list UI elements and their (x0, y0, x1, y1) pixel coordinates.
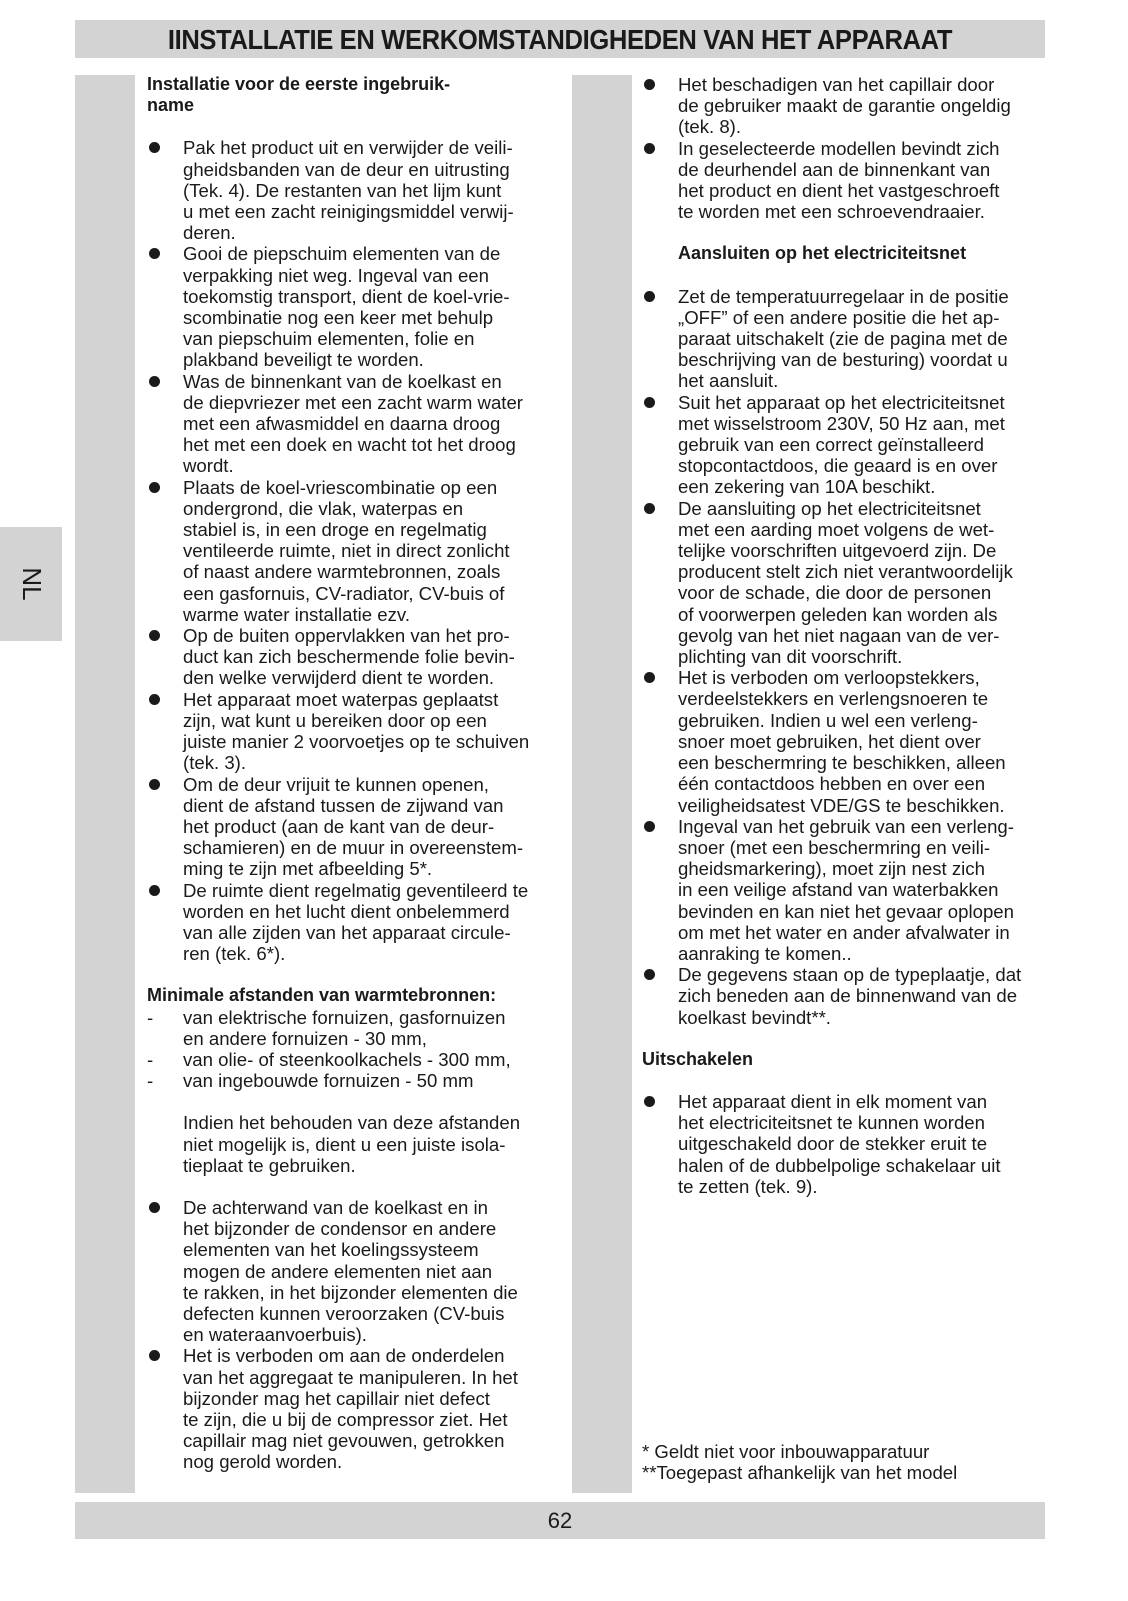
bullet-icon (644, 1096, 655, 1107)
text-line: de gebruiker maakt de garantie ongeldig (678, 95, 1011, 117)
text-line: De achterwand van de koelkast en in (183, 1196, 488, 1218)
text-line: een zekering van 10A beschikt. (678, 476, 936, 498)
text-line: producent stelt zich niet verantwoordelijk (678, 561, 1013, 583)
text-line: De ruimte dient regelmatig geventileerd te (183, 879, 529, 901)
bullet-item (147, 625, 552, 689)
bullet-item (642, 1091, 1047, 1197)
bullet-item (147, 880, 552, 965)
bullet-icon (149, 1350, 160, 1361)
text-line: Het beschadigen van het capillair door (678, 74, 995, 95)
footnotes (642, 1441, 957, 1483)
bullet-icon (149, 779, 160, 790)
bullet-icon (149, 630, 160, 641)
right-column (642, 74, 1047, 1197)
text-line: bevinden en kan niet het gevaar oplopen (678, 900, 1014, 922)
middle-margin-strip (572, 75, 632, 1493)
text-line: Het apparaat moet waterpas geplaatst (183, 688, 499, 710)
bullet-item (147, 371, 552, 477)
bullet-icon (149, 142, 160, 153)
dash-marker: - (147, 1048, 154, 1070)
text-line: zijn, wat kunt u bereiken door op een (183, 709, 487, 731)
text-line: De aansluiting op het electriciteitsnet (678, 497, 981, 519)
bullet-icon (644, 821, 655, 832)
bullet-item (642, 286, 1047, 392)
text-line: capillair mag niet gevouwen, getrokken (183, 1430, 505, 1452)
text-line: voor de schade, die door de personen (678, 582, 992, 604)
text-line: (tek. 3). (183, 752, 247, 774)
text-line: duct kan zich beschermende folie bevin- (183, 646, 515, 668)
left-margin-strip (75, 75, 135, 1493)
text-line: nog gerold worden. (183, 1451, 343, 1473)
bullet-item (642, 74, 1047, 138)
text-line: warme water installatie ezv. (183, 603, 410, 625)
bullet-item (147, 1345, 552, 1472)
bullet-icon (644, 79, 655, 90)
text-line: tieplaat te gebruiken. (183, 1154, 356, 1176)
text-line: de deurhendel aan de binnenkant van (678, 158, 991, 180)
text-line: (tek. 8). (678, 116, 742, 138)
section-heading-power: Aansluiten op het electriciteitsnet (678, 243, 967, 264)
text-line: Het is verboden om aan de onderdelen (183, 1345, 505, 1367)
capillary-bullet-list (642, 74, 1047, 222)
text-line: uitgeschakeld door de stekker eruit te (678, 1133, 988, 1155)
bullet-icon (149, 376, 160, 387)
text-line: gebruik van een correct geïnstalleerd (678, 434, 984, 456)
text-line: In geselecteerde modellen bevindt zich (678, 137, 1000, 159)
bullet-item (147, 243, 552, 370)
dash-item (147, 1007, 552, 1049)
bullet-item (147, 689, 552, 774)
text-line: stopcontactdoos, die geaard is en over (678, 455, 998, 477)
text-line: met een afwasmiddel en daarna droog (183, 413, 501, 435)
bullet-icon (149, 482, 160, 493)
bullet-icon (644, 503, 655, 514)
text-line: „OFF” of een andere positie die het ap- (678, 306, 1000, 328)
text-line: met een aarding moet volgens de wet- (678, 518, 995, 540)
text-line: snoer moet gebruiken, het dient over (678, 730, 981, 752)
text-line: elementen van het koelingssysteem (183, 1239, 479, 1261)
text-line: Het apparaat dient in elk moment van (678, 1090, 988, 1112)
text-line: (Tek. 4). De restanten van het lijm kunt (183, 179, 502, 201)
text-line: en wateraanvoerbuis). (183, 1324, 367, 1346)
page-number: 62 (547, 1508, 573, 1533)
text-line: een beschermring te beschikken, alleen (678, 752, 1006, 774)
power-bullet-list (642, 286, 1047, 1028)
text-line: defecten kunnen veroorzaken (CV-buis (183, 1302, 505, 1324)
dash-marker: - (147, 1006, 154, 1028)
bullet-item (147, 477, 552, 625)
text-line: halen of de dubbelpolige schakelaar uit (678, 1154, 1001, 1176)
text-line: worden en het lucht dient onbelemmerd (183, 900, 510, 922)
text-line: deren. (183, 222, 236, 244)
text-line: plichting van dit voorschrift. (678, 646, 903, 668)
text-line: met wisselstroom 230V, 50 Hz aan, met (678, 412, 1005, 434)
text-line: van het aggregaat te manipuleren. In het (183, 1366, 518, 1388)
text-line: gheidsbanden van de deur en uitrusting (183, 158, 510, 180)
bullet-item (147, 1197, 552, 1345)
text-line: den welke verwijderd dient te worden. (183, 667, 495, 689)
bullet-icon (644, 397, 655, 408)
heading-line: Installatie voor de eerste ingebruik- (147, 74, 451, 94)
bullet-item (642, 816, 1047, 964)
text-line: te rakken, in het bijzonder elementen die (183, 1281, 518, 1303)
bullet-item (642, 498, 1047, 668)
text-line: dient de afstand tussen de zijwand van (183, 794, 504, 816)
text-line: beschrijving van de besturing) voordat u (678, 349, 1008, 371)
section-heading-min-distances: Minimale afstanden van warmtebronnen: (147, 985, 497, 1006)
dash-marker: - (147, 1070, 154, 1092)
text-line: toekomstig transport, dient de koel-vrie- (183, 285, 510, 307)
text-line: Het is verboden om verloopstekkers, (678, 667, 980, 689)
text-line: schamieren) en de muur in overeenstem- (183, 837, 524, 859)
text-line: van elektrische fornuizen, gasfornuizen (183, 1006, 506, 1028)
text-line: Ingeval van het gebruik van een verleng- (678, 815, 1014, 837)
text-line: veiligheidsatest VDE/GS te beschikken. (678, 794, 1005, 816)
section-heading-installation (147, 74, 552, 116)
footer-bar (75, 1502, 1045, 1539)
text-line: aanraking te komen.. (678, 942, 852, 964)
text-line: gebruiken. Indien u wel een verleng- (678, 709, 978, 731)
text-line: koelkast bevindt**. (678, 1006, 831, 1028)
text-line: mogen de andere elementen niet aan (183, 1260, 493, 1282)
text-line: juiste manier 2 voorvoetjes op te schuiven (183, 731, 530, 753)
text-line: ondergrond, die vlak, waterpas en (183, 497, 464, 519)
text-line: één contactdoos hebben en over een (678, 773, 986, 795)
text-line: wordt. (183, 455, 234, 477)
text-line: te zetten (tek. 9). (678, 1175, 818, 1197)
bullet-item (642, 138, 1047, 223)
text-line: Indien het behouden van deze afstanden (183, 1112, 521, 1134)
text-line: scombinatie nog een keer met behulp (183, 307, 494, 329)
warning-bullet-list (147, 1197, 552, 1473)
page-title: IINSTALLATIE EN WERKOMSTANDIGHEDEN VAN HET APPARAAT (167, 24, 953, 55)
text-line: te zijn, die u bij de compressor ziet. Het (183, 1408, 508, 1430)
text-line: stabiel is, in een droge en regelmatig (183, 519, 487, 541)
text-line: u met een zacht reinigingsmiddel verwij- (183, 201, 514, 223)
bullet-icon (149, 1202, 160, 1213)
text-line: paraat uitschakelt (zie de pagina met de (678, 328, 1008, 350)
text-line: Om de deur vrijuit te kunnen openen, (183, 773, 489, 795)
language-tab-label: NL (17, 567, 47, 601)
dash-item (147, 1049, 552, 1070)
text-line: en andere fornuizen - 30 mm, (183, 1027, 427, 1049)
bullet-item (147, 774, 552, 880)
text-line: het electriciteitsnet te kunnen worden (678, 1112, 985, 1134)
text-line: Op de buiten oppervlakken van het pro- (183, 625, 510, 647)
text-line: van ingebouwde fornuizen - 50 mm (183, 1070, 474, 1092)
text-line: De gegevens staan op de typeplaatje, dat (678, 964, 1022, 986)
text-line: van alle zijden van het apparaat circule- (183, 921, 511, 943)
text-line: Pak het product uit en verwijder de veili- (183, 137, 513, 159)
bullet-icon (644, 143, 655, 154)
distance-note (147, 1112, 552, 1176)
bullet-icon (149, 694, 160, 705)
text-line: zich beneden aan de binnenwand van de (678, 985, 1018, 1007)
footnote: * Geldt niet voor inbouwapparatuur (642, 1441, 930, 1462)
text-line: de diepvriezer met een zacht warm water (183, 391, 523, 413)
text-line: ventileerde ruimte, niet in direct zonlicht (183, 540, 510, 562)
switch-off-bullet-list (642, 1091, 1047, 1197)
heading-line: name (147, 95, 195, 116)
installation-bullet-list (147, 137, 552, 964)
text-line: te worden met een schroevendraaier. (678, 201, 985, 223)
bullet-icon (644, 969, 655, 980)
footnote: **Toegepast afhankelijk van het model (642, 1462, 958, 1484)
text-line: ming te zijn met afbeelding 5*. (183, 858, 433, 880)
bullet-item (147, 137, 552, 243)
text-line: verdeelstekkers en verlengsnoeren te (678, 688, 989, 710)
section-heading-switch-off: Uitschakelen (642, 1048, 754, 1069)
text-line: het aansluit. (678, 370, 779, 392)
text-line: om met het water en ander afvalwater in (678, 921, 1010, 943)
bullet-icon (149, 248, 160, 259)
text-line: of voorwerpen geleden kan worden als (678, 603, 998, 625)
text-line: Suit het apparaat op het electriciteitsnet (678, 391, 1005, 413)
text-line: snoer (met een beschermring en veili- (678, 836, 991, 858)
bullet-icon (644, 291, 655, 302)
text-line: in een veilige afstand van waterbakken (678, 879, 999, 901)
text-line: telijke voorschriften uitgevoerd zijn. De (678, 540, 997, 562)
text-line: het met een doek en wacht tot het droog (183, 434, 516, 456)
text-line: het bijzonder de condensor en andere (183, 1218, 497, 1240)
header-bar (75, 20, 1045, 58)
dash-item (147, 1070, 552, 1091)
text-line: Plaats de koel-vriescombinatie op een (183, 476, 498, 498)
bullet-item (642, 964, 1047, 1028)
text-line: van olie- of steenkoolkachels - 300 mm, (183, 1048, 511, 1070)
text-line: ren (tek. 6*). (183, 943, 286, 965)
text-line: Zet de temperatuurregelaar in de positie (678, 285, 1009, 307)
left-column (147, 74, 552, 1473)
text-line: of naast andere warmtebronnen, zoals (183, 561, 501, 583)
text-line: een gasfornuis, CV-radiator, CV-buis of (183, 582, 505, 604)
text-line: verpakking niet weg. Ingeval van een (183, 264, 489, 286)
bullet-icon (644, 672, 655, 683)
bullet-icon (149, 885, 160, 896)
text-line: plakband beveiligt te worden. (183, 349, 424, 371)
bullet-item (642, 392, 1047, 498)
text-line: het product (aan de kant van de deur- (183, 815, 495, 837)
text-line: van piepschuim elementen, folie en (183, 328, 475, 350)
text-line: bijzonder mag het capillair niet defect (183, 1387, 490, 1409)
text-line: gevolg van het niet nagaan van de ver- (678, 624, 1000, 646)
text-line: het product en dient het vastgeschroeft (678, 180, 1000, 202)
distance-dash-list (147, 1007, 552, 1092)
text-line: niet mogelijk is, dient u een juiste isola- (183, 1133, 506, 1155)
language-tab (0, 527, 62, 641)
bullet-item (642, 667, 1047, 815)
text-line: Was de binnenkant van de koelkast en (183, 370, 502, 392)
text-line: gheidsmarkering), moet zijn nest zich (678, 858, 985, 880)
text-line: Gooi de piepschuim elementen van de (183, 243, 501, 265)
